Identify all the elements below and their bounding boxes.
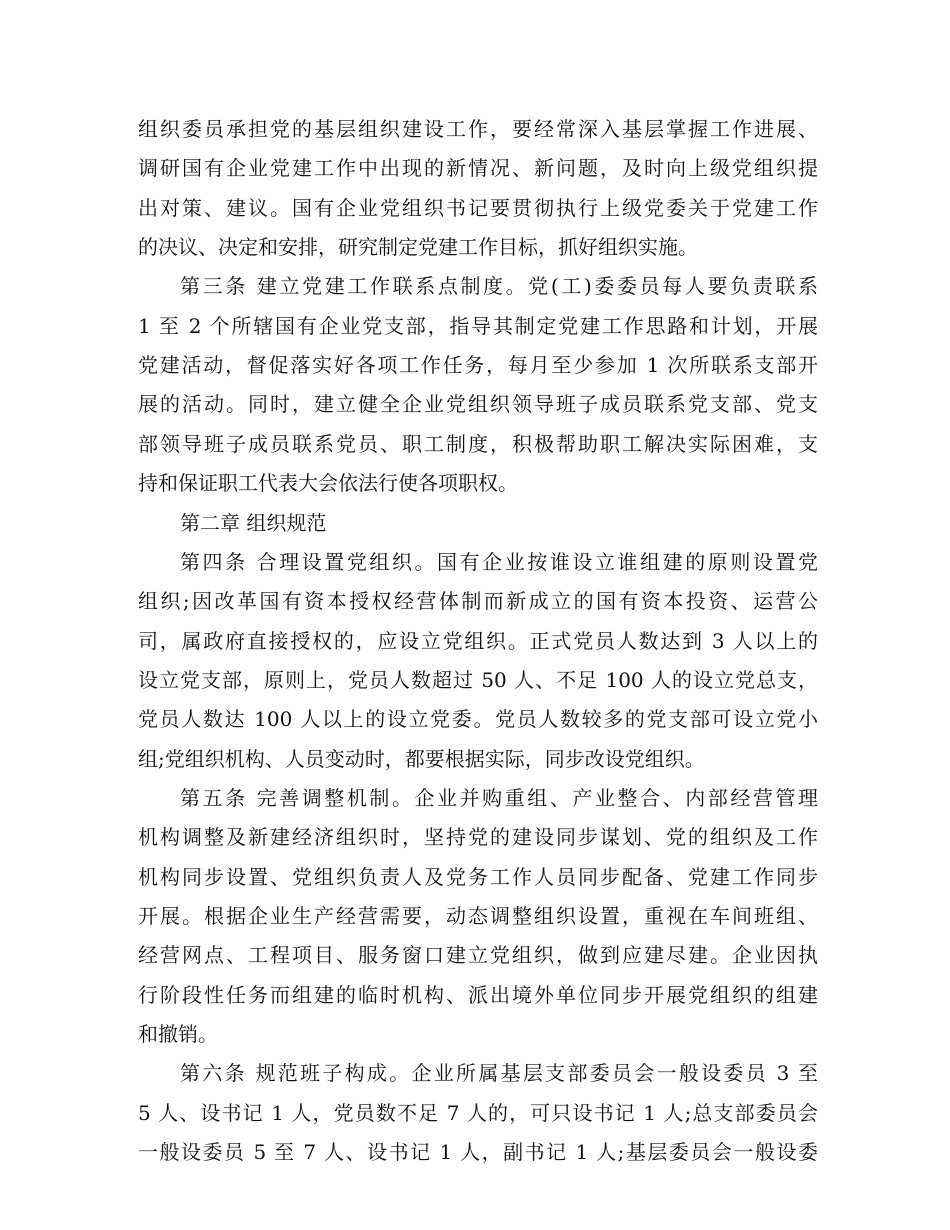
text-line: 和撤销。 bbox=[138, 1022, 218, 1047]
text-line: 第五条 完善调整机制。企业并购重组、产业整合、内部经营管理 bbox=[180, 785, 818, 810]
text-line: 第四条 合理设置党组织。国有企业按谁设立谁组建的原则设置党 bbox=[180, 549, 818, 574]
text-line: 党建活动，督促落实好各项工作任务，每月至少参加 1 次所联系支部开 bbox=[138, 353, 818, 378]
text-line: 经营网点、工程项目、服务窗口建立党组织，做到应建尽建。企业因执 bbox=[138, 943, 818, 968]
text-line: 第六条 规范班子构成。企业所属基层支部委员会一般设委员 3 至 bbox=[180, 1061, 818, 1086]
text-line: 组;党组织机构、人员变动时，都要根据实际，同步改设党组织。 bbox=[138, 746, 705, 771]
text-line: 党员人数达 100 人以上的设立党委。党员人数较多的党支部可设立党小 bbox=[138, 707, 818, 732]
text-line: 调研国有企业党建工作中出现的新情况、新问题，及时向上级党组织提 bbox=[138, 156, 818, 181]
text-line: 第二章 组织规范 bbox=[180, 510, 327, 535]
text-line: 设立党支部，原则上，党员人数超过 50 人、不足 100 人的设立党总支， bbox=[138, 667, 818, 692]
text-line: 第三条 建立党建工作联系点制度。党(工)委委员每人要负责联系 bbox=[180, 274, 818, 299]
text-line: 开展。根据企业生产经营需要，动态调整组织设置，重视在车间班组、 bbox=[138, 904, 818, 928]
text-line: 机构同步设置、党组织负责人及党务工作人员同步配备、党建工作同步 bbox=[138, 864, 818, 889]
text-line: 组织委员承担党的基层组织建设工作，要经常深入基层掌握工作进展、 bbox=[138, 117, 818, 141]
text-line: 组织;因改革国有资本授权经营体制而新成立的国有资本投资、运营公 bbox=[138, 589, 818, 614]
text-line: 司，属政府直接授权的，应设立党组织。正式党员人数达到 3 人以上的 bbox=[138, 628, 818, 653]
text-line: 行阶段性任务而组建的临时机构、派出境外单位同步开展党组织的组建 bbox=[138, 982, 818, 1007]
text-line: 出对策、建议。国有企业党组织书记要贯彻执行上级党委关于党建工作 bbox=[138, 195, 818, 220]
text-line: 的决议、决定和安排，研究制定党建工作目标，抓好组织实施。 bbox=[138, 235, 698, 260]
text-line: 持和保证职工代表大会依法行使各项职权。 bbox=[138, 471, 518, 496]
text-line: 一般设委员 5 至 7 人、设书记 1 人，副书记 1 人;基层委员会一般设委 bbox=[138, 1140, 818, 1165]
text-line: 部领导班子成员联系党员、职工制度，积极帮助职工解决实际困难，支 bbox=[138, 431, 818, 456]
text-line: 1 至 2 个所辖国有企业党支部，指导其制定党建工作思路和计划，开展 bbox=[138, 313, 818, 338]
text-line: 5 人、设书记 1 人，党员数不足 7 人的，可只设书记 1 人;总支部委员会 bbox=[138, 1100, 818, 1125]
text-line: 展的活动。同时，建立健全企业党组织领导班子成员联系党支部、党支 bbox=[138, 392, 818, 417]
text-line: 机构调整及新建经济组织时，坚持党的建设同步谋划、党的组织及工作 bbox=[138, 825, 818, 850]
